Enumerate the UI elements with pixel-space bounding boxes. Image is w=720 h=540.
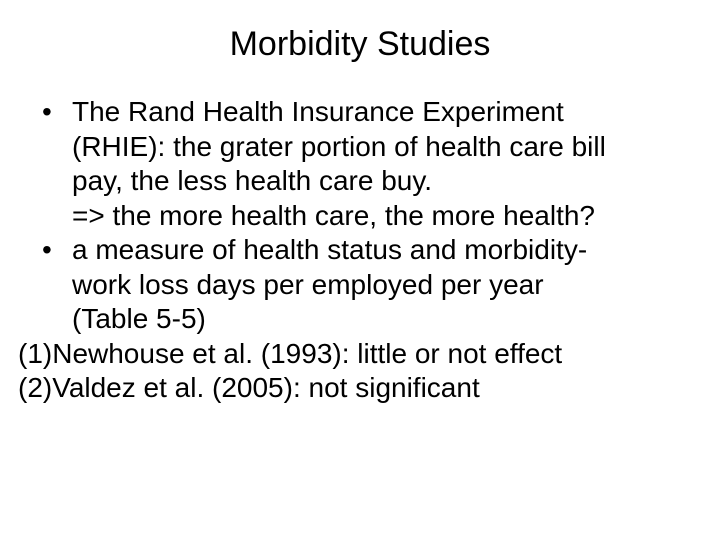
bullet-text-line: (Table 5-5) <box>72 303 206 334</box>
slide-title: Morbidity Studies <box>229 25 491 63</box>
bullet-item <box>18 233 708 337</box>
bullet-item <box>18 95 708 233</box>
bullet-marker: • <box>42 234 52 265</box>
bullet-text-line: pay, the less health care buy. <box>72 165 433 196</box>
numbered-item: (1)Newhouse et al. (1993): little or not effect <box>18 337 563 369</box>
bullet-text-line: work loss days per employed per year <box>72 268 544 300</box>
numbered-list <box>18 337 708 406</box>
bullet-text-line: a measure of health status and morbidity- <box>72 234 588 265</box>
numbered-item: (2)Valdez et al. (2005): not significant <box>18 372 480 403</box>
bullet-text-line: => the more health care, the more health? <box>72 199 595 231</box>
slide-body <box>18 95 708 406</box>
bullet-text-line: (RHIE): the grater portion of health care bill <box>72 130 606 162</box>
bullet-text-line: The Rand Health Insurance Experiment <box>72 96 564 127</box>
bullet-marker: • <box>42 96 52 127</box>
